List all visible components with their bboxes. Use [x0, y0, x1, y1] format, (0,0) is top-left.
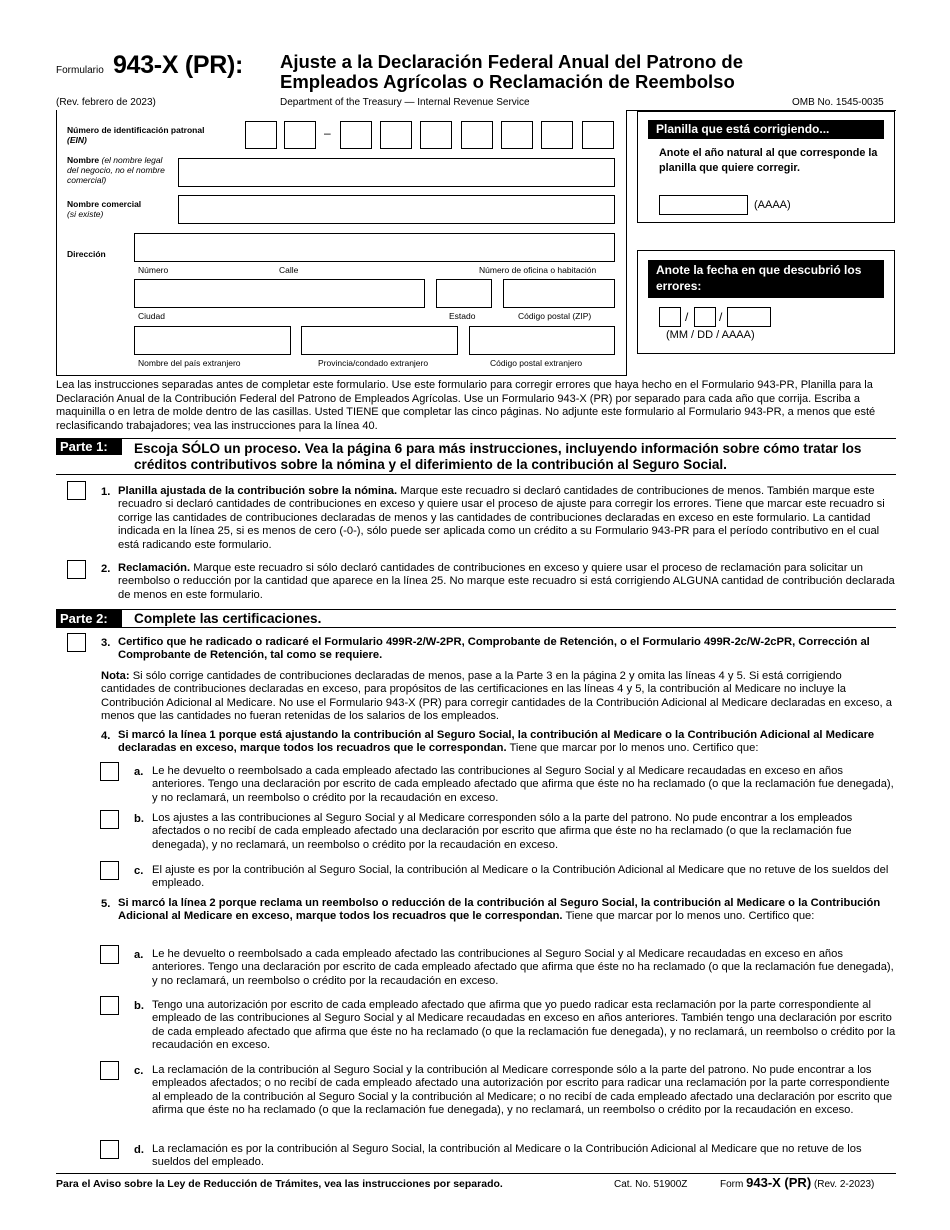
ein-digit-5[interactable]: [420, 121, 452, 149]
return-year-instruction: Anote el año natural al que corresponde la planilla que quiere corregir.: [659, 147, 878, 174]
certification-5b-checkbox[interactable]: [100, 996, 119, 1015]
line2-text: Reclamación. Marque este recuadro si sólo declaró cantidades de contribuciones en exceso y quiere usar el proceso de reclamación para solicitar un reembolso o reducción por la cantidad que aparece en la línea 25. No marque este recuadro si está corrigiendo ALGUNA cantidad de contribución declarada de menos en este formulario.: [118, 562, 895, 601]
part2-label: Parte 2:: [56, 610, 122, 627]
line5-number: 5.: [101, 898, 111, 910]
discovery-month-field[interactable]: [659, 307, 681, 327]
trade-name-field[interactable]: [178, 195, 615, 224]
foreign-postal-caption: Código postal extranjero: [490, 358, 583, 368]
form-title: Ajuste a la Declaración Federal Anual del Patrono de Empleados Agrícolas o Reclamación de Reembolso: [280, 51, 743, 92]
zip-field[interactable]: [503, 279, 615, 308]
foreign-province-field[interactable]: [301, 326, 458, 355]
line4c-text: El ajuste es por la contribución al Seguro Social, la contribución al Medicare o la Contribución Adicional al Medicare que no retuve de los sueldos del empleado.: [152, 864, 889, 890]
street-address-field[interactable]: [134, 233, 615, 262]
discovery-year-field[interactable]: [727, 307, 771, 327]
address-street-caption: Calle: [279, 265, 299, 275]
line5c-letter: c.: [134, 1065, 144, 1077]
department: Department of the Treasury — Internal Revenue Service: [280, 97, 530, 108]
certification-4c-checkbox[interactable]: [100, 861, 119, 880]
address-suite-caption: Número de oficina o habitación: [479, 265, 597, 275]
foreign-postal-field[interactable]: [469, 326, 615, 355]
trade-name-label: Nombre comercial (si existe): [67, 199, 142, 219]
line5b-letter: b.: [134, 1000, 144, 1012]
city-caption: Ciudad: [138, 311, 165, 321]
line5a-text: Le he devuelto o reembolsado a cada empleado afectado las contribuciones al Seguro Social y al Medicare recaudadas en exceso en años anteriores. Tengo una declaración por escrito de cada empleado afectado que afirma que éste no ha reclamado (o que la reclamación fue denegada), y no reclamará, un reembolso o crédito por la recaudación en exceso.: [152, 948, 894, 987]
address-number-caption: Número: [138, 265, 169, 275]
certification-5a-checkbox[interactable]: [100, 945, 119, 964]
certification-3-checkbox[interactable]: [67, 633, 86, 652]
year-format-hint: (AAAA): [754, 199, 791, 211]
claim-checkbox[interactable]: [67, 560, 86, 579]
catalog-number: Cat. No. 51900Z: [614, 1179, 688, 1190]
return-year-field[interactable]: [659, 195, 748, 215]
ein-digit-8[interactable]: [541, 121, 573, 149]
part1-rule: [56, 438, 896, 439]
discovery-day-field[interactable]: [694, 307, 716, 327]
ein-digit-9[interactable]: [582, 121, 614, 149]
line4-text: Si marcó la línea 1 porque está ajustando la contribución al Seguro Social, la contribución al Medicare o la Contribución Adicional al Medicare declaradas en exceso, marque todos los recuadros que le correspondan. Tiene que marcar por lo menos uno. Certifico que:: [118, 729, 875, 755]
ein-digit-6[interactable]: [461, 121, 493, 149]
revision-date: (Rev. febrero de 2023): [56, 97, 156, 108]
paperwork-notice: Para el Aviso sobre la Ley de Reducción de Trámites, vea las instrucciones por separado.: [56, 1178, 503, 1190]
line4a-letter: a.: [134, 766, 144, 778]
certification-5d-checkbox[interactable]: [100, 1140, 119, 1159]
date-format-hint: (MM / DD / AAAA): [666, 329, 755, 341]
part2-heading: Complete las certificaciones.: [134, 611, 322, 626]
name-field[interactable]: [178, 158, 615, 187]
form-label: Formulario: [56, 65, 104, 76]
part1-heading: Escoja SÓLO un proceso. Vea la página 6 para más instrucciones, incluyendo información sobre cómo tratar los créditos contributivos sobre la nómina y el diferimiento de la contribución al Seguro Social.: [134, 441, 862, 472]
city-field[interactable]: [134, 279, 425, 308]
line5d-text: La reclamación es por la contribución al Seguro Social, la contribución al Medicare o la Contribución Adicional al Medicare que no retuve de los sueldos del empleado.: [152, 1143, 862, 1169]
address-label: Dirección: [67, 249, 106, 259]
line4c-letter: c.: [134, 865, 144, 877]
ein-dash: –: [324, 126, 331, 140]
certification-4b-checkbox[interactable]: [100, 810, 119, 829]
foreign-country-field[interactable]: [134, 326, 291, 355]
part2-heading-rule: [56, 627, 896, 628]
intro-instructions: Lea las instrucciones separadas antes de completar este formulario. Use este formulario para corregir errores que haya hecho en el Formulario 943-PR, Planilla para la Declaración Anual de la Contribución Federal del Patrono de Empleados Agrícolas. Use un Formulario 943-X (PR) por separado para cada año que corrija. Escriba a maquinilla o en letra de molde dentro de las casillas. Usted TIENE que completar las cinco páginas. No adjunte este formulario al Formulario 943-PR, a menos que esté reclasificando trabajadores; vea las instrucciones para la línea 40.: [56, 379, 876, 432]
discovery-date-title: Anote la fecha en que descubrió los errores:: [648, 260, 884, 298]
line5-text: Si marcó la línea 2 porque reclama un reembolso o reducción de la contribución al Seguro Social, la contribución al Medicare o la Contribución Adicional al Medicare en exceso, marque todos los recuadros que le correspondan. Tiene que marcar por lo menos uno. Certifico que:: [118, 897, 881, 923]
line4a-text: Le he devuelto o reembolsado a cada empleado afectado las contribuciones al Seguro Social y al Medicare recaudadas en exceso en años anteriores. Tengo una declaración por escrito de cada empleado afectado que afirma que éste no ha reclamado (o que la reclamación fue denegada), y no reclamará, un reembolso o crédito por la recaudación en exceso.: [152, 765, 894, 804]
line2-number: 2.: [101, 563, 111, 575]
certification-5c-checkbox[interactable]: [100, 1061, 119, 1080]
ein-digit-7[interactable]: [501, 121, 533, 149]
line5c-text: La reclamación de la contribución al Seguro Social y la contribución al Medicare corresponde sólo a la parte del patrono. No pude encontrar a los empleados afectados; o no recibí de cada empleado afectado una autorización por escrito para radicar una reclamación por la parte correspondiente al empleado de la contribución al Seguro Social y la contribución al Medicare; o no recibí de cada empleado afectado una declaración por escrito que afirma que éste no ha reclamado (o que la reclamación fue denegada), y no reclamará, un reembolso o crédito por la recaudación en exceso.: [152, 1064, 893, 1117]
omb-number: OMB No. 1545-0035: [792, 97, 884, 108]
line3-number: 3.: [101, 637, 111, 649]
line4b-text: Los ajustes a las contribuciones al Seguro Social y al Medicare corresponden sólo a la parte del patrono. No pude encontrar a los empleados afectados o no recibí de cada empleado afectado una declaración por escrito que afirma que éste no ha reclamado (o que la reclamación fue denegada), y no reclamará, un reembolso o crédito por la recaudación en exceso.: [152, 812, 853, 851]
state-field[interactable]: [436, 279, 492, 308]
line3-text: Certifico que he radicado o radicaré el Formulario 499R-2/W-2PR, Comprobante de Retención, o el Formulario 499R-2c/W-2cPR, Corrección al Comprobante de Retención, tal como se requiere.: [118, 636, 870, 662]
nota-text: Nota: Si sólo corrige cantidades de contribuciones declaradas de menos, pase a la Parte 3 en la página 2 y omita las líneas 4 y 5. Si está corrigiendo cantidades de contribuciones declaradas en exceso, para propósitos de las certificaciones en las líneas 4 y 5, la contribución al Medicare no incluye la Contribución Adicional al Medicare. No use el Formulario 943-X (PR) para corregir cantidades de la Contribución Adicional al Medicare declaradas en exceso, a menos que las cantidades no fueran retenidas de los salarios de los empleados.: [101, 670, 892, 723]
ein-label: Número de identificación patronal (EIN): [67, 125, 205, 145]
line4b-letter: b.: [134, 813, 144, 825]
ein-digit-2[interactable]: [284, 121, 316, 149]
line1-number: 1.: [101, 486, 111, 498]
return-year-title: Planilla que está corrigiendo...: [648, 120, 884, 139]
state-caption: Estado: [449, 311, 476, 321]
line5a-letter: a.: [134, 949, 144, 961]
footer-rule: [56, 1173, 896, 1174]
foreign-province-caption: Provincia/condado extranjero: [318, 358, 429, 368]
name-label: Nombre (el nombre legal del negocio, no el nombre comercial): [67, 155, 165, 185]
form-number: 943-X (PR):: [113, 51, 244, 79]
foreign-country-caption: Nombre del país extranjero: [138, 358, 241, 368]
ein-digit-1[interactable]: [245, 121, 277, 149]
date-slash-2: /: [719, 310, 723, 324]
certification-4a-checkbox[interactable]: [100, 762, 119, 781]
line4-number: 4.: [101, 730, 111, 742]
footer-form-id: Form 943-X (PR) (Rev. 2-2023): [720, 1175, 875, 1190]
line5b-text: Tengo una autorización por escrito de cada empleado afectado que afirma que yo puedo radicar esta reclamación por la parte correspondiente al empleado de las contribuciones al Seguro Social y al Medicare recaudadas en exceso en años anteriores. También tengo una declaración por escrito de cada empleado afectado que afirma que éste no ha reclamado (o que la reclamación fue denegada), y no reclamará, un reembolso o crédito por la recaudación en exceso.: [152, 999, 896, 1052]
part1-label: Parte 1:: [56, 439, 122, 455]
adjusted-return-checkbox[interactable]: [67, 481, 86, 500]
ein-digit-4[interactable]: [380, 121, 412, 149]
line5d-letter: d.: [134, 1144, 144, 1156]
part1-heading-rule: [56, 474, 896, 475]
line1-text: Planilla ajustada de la contribución sobre la nómina. Marque este recuadro si declaró cantidades de contribuciones de menos. También marque este recuadro si declaró cantidades de contribuciones en exceso y quiere usar el proceso de ajuste para corregir los errores. Tiene que marcar este recuadro si corrige las cantidades de contribuciones declaradas de menos y las cantidades de contribuciones declaradas en exceso en este formulario. La cantidad indicada en la línea 25, si es menos de cero (-0-), sólo puede ser aplicada como un crédito a su Formulario 943-PR para el período contributivo en el cual está radicando este formulario.: [118, 485, 885, 551]
zip-caption: Código postal (ZIP): [518, 311, 592, 321]
part2-rule: [56, 609, 896, 610]
date-slash-1: /: [685, 310, 689, 324]
ein-digit-3[interactable]: [340, 121, 372, 149]
